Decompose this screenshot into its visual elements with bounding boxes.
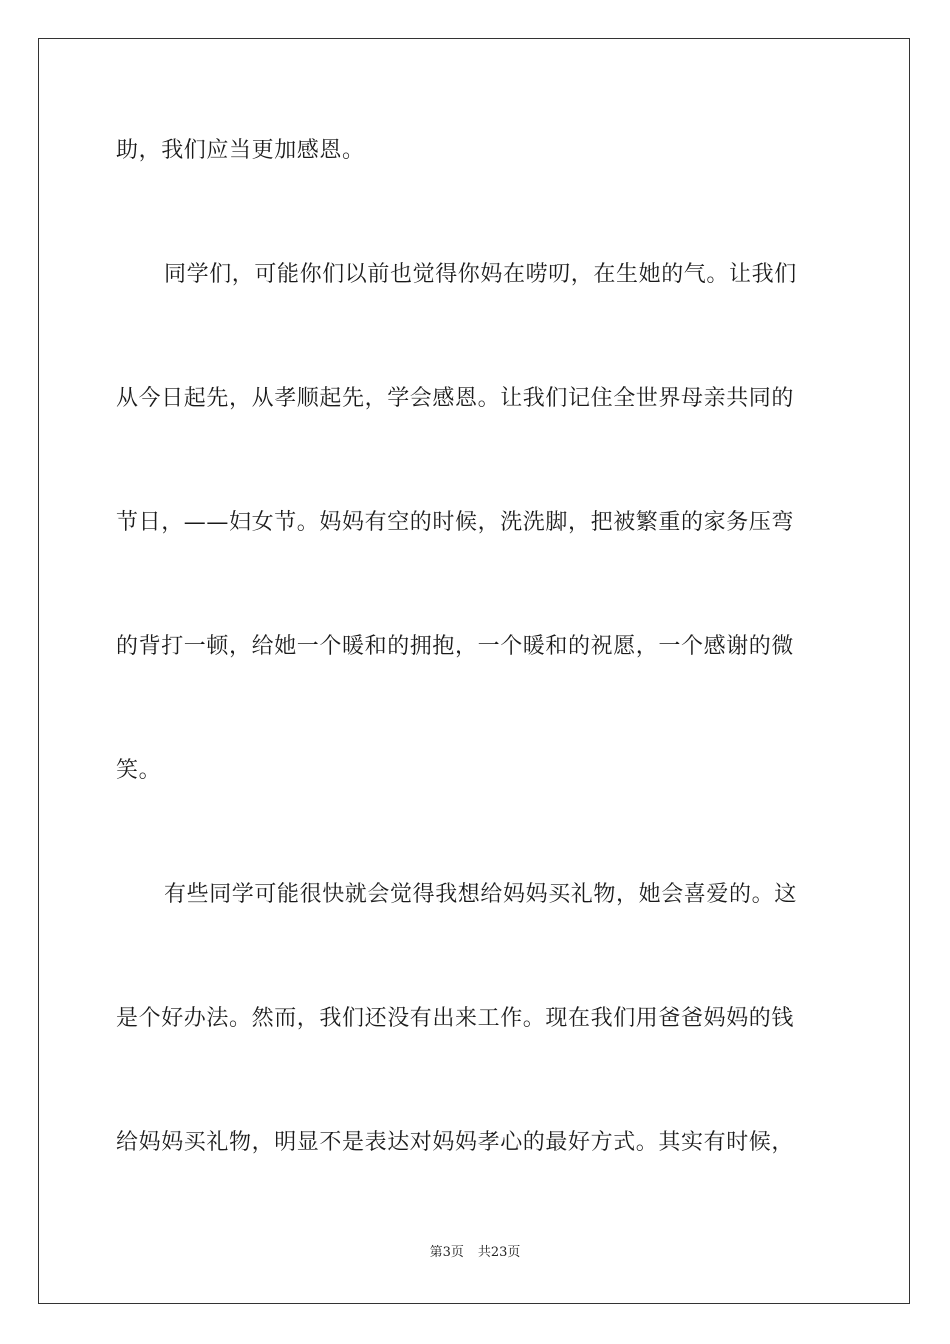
text-line: 助，我们应当更加感恩。 [116, 138, 365, 163]
text-line: 有些同学可能很快就会觉得我想给妈妈买礼物，她会喜爱的。这 [164, 882, 797, 907]
text-line: 从今日起先，从孝顺起先，学会感恩。让我们记住全世界母亲共同的 [116, 386, 795, 411]
page-footer [0, 1244, 950, 1262]
text-line: 同学们，可能你们以前也觉得你妈在唠叨，在生她的气。让我们 [164, 262, 797, 287]
text-line: 给妈妈买礼物，明显不是表达对妈妈孝心的最好方式。其实有时候， [116, 1130, 795, 1155]
page-total: 共23页 [477, 1245, 521, 1260]
page-border [38, 38, 910, 1304]
text-line: 笑。 [116, 758, 162, 783]
text-line: 节日，——妇女节。妈妈有空的时候，洗洗脚，把被繁重的家务压弯 [116, 510, 795, 535]
page-number: 第3页 [429, 1245, 464, 1260]
text-line: 是个好办法。然而，我们还没有出来工作。现在我们用爸爸妈妈的钱 [116, 1006, 795, 1031]
text-line: 的背打一顿，给她一个暖和的拥抱，一个暖和的祝愿，一个感谢的微 [116, 634, 795, 659]
